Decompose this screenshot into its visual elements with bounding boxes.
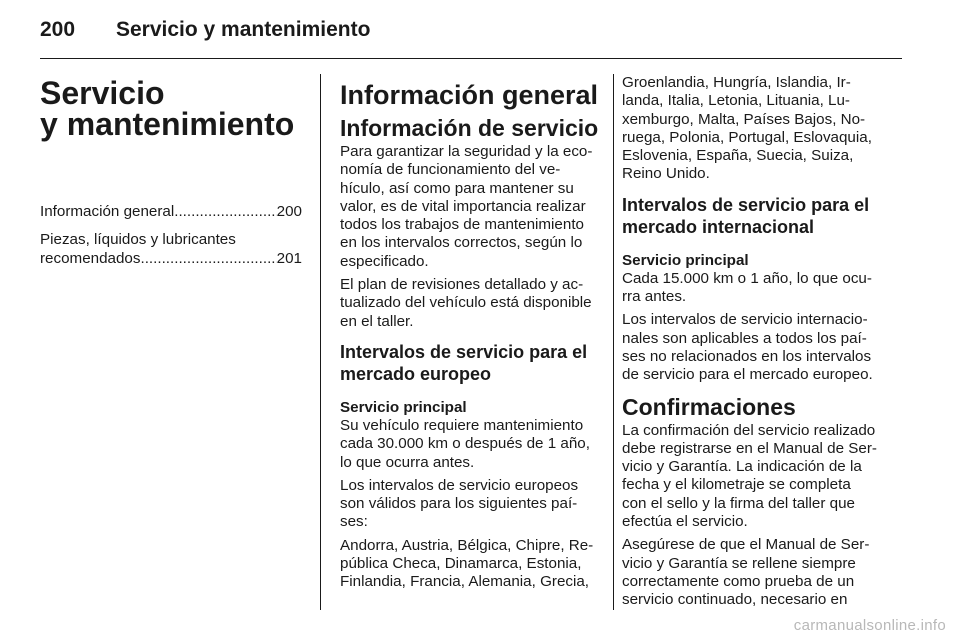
chapter-title-line: Servicio (40, 75, 165, 111)
text-line: ses no relacionados en los intervalos (622, 347, 872, 365)
toc-entry-title: Información general (40, 203, 175, 220)
toc-entry-title: Piezas, líquidos y lubricantes (40, 231, 236, 248)
text-line: Los intervalos de servicio europeos (340, 476, 579, 494)
watermark: carmanualsonline.info (793, 617, 946, 634)
content-column-middle (340, 74, 604, 597)
text-line: Para garantizar la seguridad y la eco- (340, 143, 593, 160)
text-line: landa, Italia, Letonia, Lituania, Lu- (622, 92, 850, 110)
text-line: Intervalos de servicio para el (622, 194, 870, 215)
text-line: La confirmación del servicio realizado (622, 421, 876, 439)
text-line: Andorra, Austria, Bélgica, Chipre, Re- (340, 536, 594, 554)
text-line: Groenlandia, Hungría, Islandia, Ir- (622, 74, 851, 91)
text-line: Los intervalos de servicio internacio- (622, 311, 868, 329)
text-line: tualizado del vehículo está disponible (340, 294, 592, 312)
running-title: Servicio y mantenimiento (116, 18, 371, 41)
text-line: Su vehículo requiere mantenimiento (340, 416, 584, 434)
text-line: pública Checa, Dinamarca, Estonia, (340, 555, 582, 573)
text-line: Finlandia, Francia, Alemania, Grecia, (340, 573, 590, 591)
text-line: de servicio para el mercado europeo. (622, 366, 873, 384)
minor-heading: Servicio principal (340, 398, 467, 416)
section-heading: Información general (340, 80, 599, 110)
text-line: Cada 15.000 km o 1 año, lo que ocu- (622, 269, 872, 287)
text-line: debe registrarse en el Manual de Ser- (622, 439, 877, 457)
text-line: son válidos para los siguientes paí- (340, 495, 578, 513)
toc-entry-informacion-general[interactable] (40, 202, 302, 221)
paragraph (622, 311, 908, 384)
text-line: valor, es de vital importancia realizar (340, 197, 586, 215)
text-line: ruega, Polonia, Portugal, Eslovaquia, (622, 128, 872, 146)
text-line: mercado internacional (622, 216, 815, 237)
minor-heading: Servicio principal (622, 251, 749, 269)
text-line: Reino Unido. (622, 165, 710, 183)
subsection-heading-confirmaciones: Confirmaciones (622, 393, 796, 420)
toc-leader-dots (174, 202, 276, 221)
text-line: todos los trabajos de mantenimiento (340, 216, 584, 234)
paragraph (340, 143, 604, 271)
text-line: cada 30.000 km o después de 1 año, (340, 435, 590, 453)
text-line: correctamente como prueba de un (622, 572, 855, 590)
toc-entry-piezas-liquidos[interactable] (40, 230, 302, 268)
text-line: efectúa el servicio. (622, 513, 748, 531)
text-line: servicio continuado, necesario en (622, 591, 848, 609)
toc-leader-dots (140, 249, 276, 268)
text-line: El plan de revisiones detallado y ac- (340, 276, 584, 294)
text-line: en el taller. (340, 312, 414, 330)
toc-entry-title-cont: recomendados (40, 250, 141, 267)
header-rule (40, 58, 902, 59)
text-line: Asegúrese de que el Manual de Ser- (622, 536, 870, 554)
subsection-heading: Información de servicio (340, 115, 599, 141)
paragraph (340, 276, 604, 331)
text-line: especificado. (340, 252, 429, 270)
text-line: en los intervalos correctos, según lo (340, 234, 583, 252)
chapter-column (40, 74, 302, 277)
content-column-right (622, 74, 908, 615)
text-line: vicio y Garantía se rellene siempre (622, 554, 856, 572)
text-line: Intervalos de servicio para el (340, 341, 588, 362)
paragraph (340, 417, 604, 472)
text-line: hículo, así como para mantener su (340, 179, 574, 197)
text-line: lo que ocurra antes. (340, 453, 475, 471)
page-header (40, 18, 920, 48)
text-line: xemburgo, Malta, Países Bajos, No- (622, 110, 866, 128)
toc-entry-page: 200 (276, 203, 302, 220)
page-number: 200 (40, 18, 76, 41)
column-divider-left (320, 74, 321, 610)
text-line: con el sello y la firma del taller que (622, 494, 855, 512)
paragraph (340, 537, 604, 592)
chapter-title (40, 75, 302, 142)
text-line: Eslovenia, España, Suecia, Suiza, (622, 147, 854, 165)
paragraph (622, 74, 908, 184)
text-line: rra antes. (622, 288, 687, 306)
paragraph (622, 536, 908, 609)
paragraph (622, 270, 908, 307)
paragraph (340, 477, 604, 532)
text-line: nales son aplicables a todos los paí- (622, 329, 867, 347)
subheading-intervalos-internacional (622, 194, 908, 238)
subheading-intervalos-europeo (340, 341, 604, 385)
toc-entry-page: 201 (276, 250, 302, 267)
paragraph (622, 422, 908, 532)
text-line: nomía de funcionamiento del ve- (340, 161, 561, 179)
text-line: vicio y Garantía. La indicación de la (622, 458, 862, 476)
chapter-title-line: y mantenimiento (40, 106, 295, 142)
text-line: fecha y el kilometraje se completa (622, 476, 851, 494)
column-divider-right (613, 74, 614, 610)
text-line: ses: (340, 513, 368, 531)
text-line: mercado europeo (340, 363, 492, 384)
